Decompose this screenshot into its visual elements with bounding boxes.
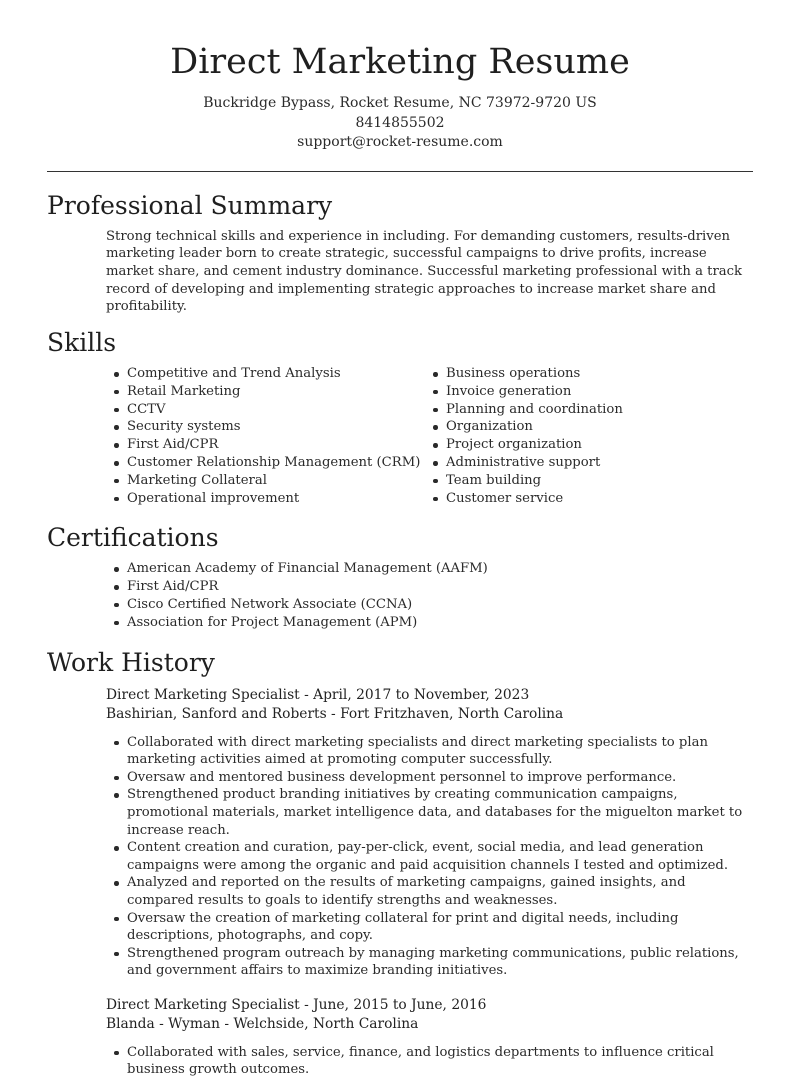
certifications-list xyxy=(106,560,800,631)
job-entry xyxy=(0,686,800,980)
job-bullets xyxy=(106,734,752,980)
certification-item: American Academy of Financial Management (AAFM) xyxy=(106,560,800,578)
skill-item: Competitive and Trend Analysis xyxy=(106,365,425,383)
skill-item: Team building xyxy=(425,472,744,490)
job-bullet: Strengthened program outreach by managing marketing communications, public relations, and government affairs to maximize branding initiatives. xyxy=(106,945,752,980)
certification-item: First Aid/CPR xyxy=(106,578,800,596)
skill-item: Customer service xyxy=(425,490,744,508)
certification-item: Association for Project Management (APM) xyxy=(106,614,800,632)
resume-title: Direct Marketing Resume xyxy=(170,42,630,82)
job-header xyxy=(106,686,800,725)
summary-text: Strong technical skills and experience in including. For demanding customers, results-driven marketing leader born to create strategic, successful campaigns to drive profits, increase market share, and cement industry dominance. Successful marketing professional with a track record of developing and implementing strategic approaches to increase market share and profitability. xyxy=(106,228,742,315)
work-history-heading: Work History xyxy=(47,647,215,677)
skill-item: Invoice generation xyxy=(425,383,744,401)
summary-section xyxy=(0,189,800,317)
contact-email: support@rocket-resume.com xyxy=(297,134,503,150)
skills-section xyxy=(0,326,800,507)
job-bullets xyxy=(106,1044,752,1079)
job-company-line: Bashirian, Sanford and Roberts - Fort Fritzhaven, North Carolina xyxy=(106,706,564,723)
job-bullet: Oversaw the creation of marketing collateral for print and digital needs, including descriptions, photographs, and copy. xyxy=(106,910,752,945)
job-title-line: Direct Marketing Specialist - April, 2017 to November, 2023 xyxy=(106,686,530,703)
job-bullet: Strengthened product branding initiatives by creating communication campaigns, promotional materials, market intelligence data, and databases for the miguelton market to increase reach. xyxy=(106,786,752,839)
skills-heading: Skills xyxy=(47,328,117,358)
job-bullet: Collaborated with sales, service, finance, and logistics departments to influence critical business growth outcomes. xyxy=(106,1044,752,1079)
skill-item: Security systems xyxy=(106,418,425,436)
skill-item: First Aid/CPR xyxy=(106,436,425,454)
certification-item: Cisco Certified Network Associate (CCNA) xyxy=(106,596,800,614)
skill-item: Planning and coordination xyxy=(425,401,744,419)
skill-item: Administrative support xyxy=(425,454,744,472)
contact-phone: 8414855502 xyxy=(355,114,445,131)
job-header xyxy=(106,996,800,1035)
job-bullet: Content creation and curation, pay-per-click, event, social media, and lead generation campaigns were among the organic and paid acquisition channels I tested and optimized. xyxy=(106,839,752,874)
summary-heading: Professional Summary xyxy=(47,190,333,220)
skill-item: Customer Relationship Management (CRM) xyxy=(106,454,425,472)
job-company-line: Blanda - Wyman - Welchside, North Carolina xyxy=(106,1016,419,1033)
skill-item: CCTV xyxy=(106,401,425,419)
skill-item: Organization xyxy=(425,418,744,436)
skill-item: Business operations xyxy=(425,365,744,383)
skills-list-right xyxy=(425,365,744,507)
skills-list-left xyxy=(106,365,425,507)
job-bullet: Collaborated with direct marketing specialists and direct marketing specialists to plan marketing activities aimed at promoting computer successfully. xyxy=(106,734,752,769)
job-entry xyxy=(0,996,800,1079)
job-bullet: Analyzed and reported on the results of marketing campaigns, gained insights, and compared results to goals to identify strengths and weaknesses. xyxy=(106,874,752,909)
work-history-section xyxy=(0,646,800,1079)
skill-item: Marketing Collateral xyxy=(106,472,425,490)
skill-item: Operational improvement xyxy=(106,490,425,508)
skill-item: Project organization xyxy=(425,436,744,454)
header-divider xyxy=(47,171,753,172)
skills-columns xyxy=(106,365,800,507)
certifications-heading: Certifications xyxy=(47,523,219,553)
skill-item: Retail Marketing xyxy=(106,383,425,401)
job-title-line: Direct Marketing Specialist - June, 2015 to June, 2016 xyxy=(106,996,487,1013)
contact-block xyxy=(0,94,800,153)
contact-address: Buckridge Bypass, Rocket Resume, NC 73972-9720 US xyxy=(203,95,597,111)
certifications-section xyxy=(0,521,800,631)
job-bullet: Oversaw and mentored business development personnel to improve performance. xyxy=(106,769,752,787)
